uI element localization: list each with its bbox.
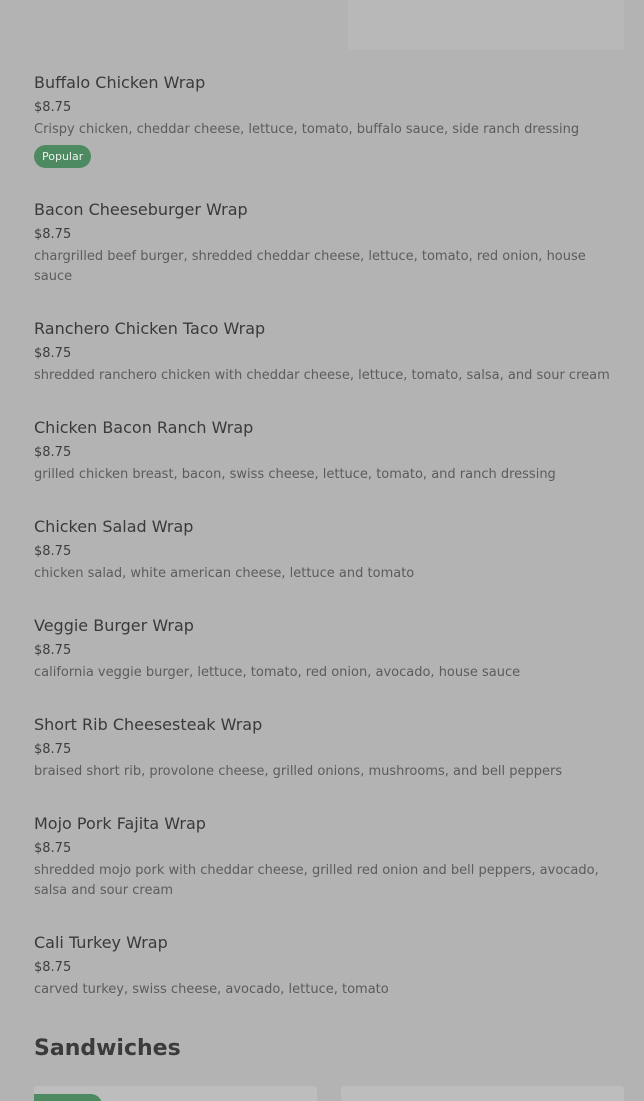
menu-item-veggie-burger-wrap[interactable] — [34, 613, 624, 683]
item-description: grilled chicken breast, bacon, swiss cheese, lettuce, tomato, and ranch dressing — [34, 467, 556, 482]
item-price: $8.75 — [34, 643, 72, 658]
item-description: carved turkey, swiss cheese, avocado, lettuce, tomato — [34, 982, 389, 997]
item-name: Mojo Pork Fajita Wrap — [34, 814, 206, 833]
item-description: shredded ranchero chicken with cheddar cheese, lettuce, tomato, salsa, and sour cream — [34, 368, 610, 383]
card-badge — [34, 1094, 102, 1101]
menu-item-short-rib-cheesesteak-wrap[interactable] — [34, 712, 624, 782]
item-price: $8.75 — [34, 960, 72, 975]
popular-badge: Popular — [34, 145, 91, 168]
item-price: $8.75 — [34, 544, 72, 559]
item-description: shredded mojo pork with cheddar cheese, grilled red onion and bell peppers, avocado, salsa and sour cream — [34, 863, 599, 898]
item-price: $8.75 — [34, 227, 72, 242]
item-name: Chicken Bacon Ranch Wrap — [34, 418, 254, 437]
item-name: Cali Turkey Wrap — [34, 933, 168, 952]
item-description: Crispy chicken, cheddar cheese, lettuce, tomato, buffalo sauce, side ranch dressing — [34, 122, 580, 137]
menu-item-bacon-cheeseburger-wrap[interactable] — [34, 197, 624, 287]
wraps-menu-list — [34, 70, 624, 1029]
item-description: braised short rib, provolone cheese, grilled onions, mushrooms, and bell peppers — [34, 764, 563, 779]
menu-item-ranchero-chicken-taco-wrap[interactable] — [34, 316, 624, 386]
menu-item-image-card[interactable] — [348, 0, 624, 50]
menu-item-buffalo-chicken-wrap[interactable] — [34, 70, 624, 168]
item-price: $8.75 — [34, 346, 72, 361]
item-price: $8.75 — [34, 742, 72, 757]
item-name: Ranchero Chicken Taco Wrap — [34, 319, 266, 338]
item-price: $8.75 — [34, 100, 72, 115]
item-description: chicken salad, white american cheese, lettuce and tomato — [34, 566, 415, 581]
menu-item-cali-turkey-wrap[interactable] — [34, 930, 624, 1000]
item-name: Chicken Salad Wrap — [34, 517, 194, 536]
item-name: Short Rib Cheesesteak Wrap — [34, 715, 263, 734]
menu-item-mojo-pork-fajita-wrap[interactable] — [34, 811, 624, 901]
item-price: $8.75 — [34, 445, 72, 460]
item-name: Buffalo Chicken Wrap — [34, 73, 206, 92]
sandwich-card[interactable] — [341, 1086, 624, 1101]
section-title-sandwiches: Sandwiches — [34, 1036, 181, 1061]
item-name: Bacon Cheeseburger Wrap — [34, 200, 248, 219]
sandwich-card[interactable] — [34, 1086, 317, 1101]
item-name: Veggie Burger Wrap — [34, 616, 194, 635]
menu-item-chicken-bacon-ranch-wrap[interactable] — [34, 415, 624, 485]
menu-item-chicken-salad-wrap[interactable] — [34, 514, 624, 584]
item-description: chargrilled beef burger, shredded cheddar cheese, lettuce, tomato, red onion, house sauce — [34, 249, 586, 284]
item-description: california veggie burger, lettuce, tomato, red onion, avocado, house sauce — [34, 665, 521, 680]
item-price: $8.75 — [34, 841, 72, 856]
